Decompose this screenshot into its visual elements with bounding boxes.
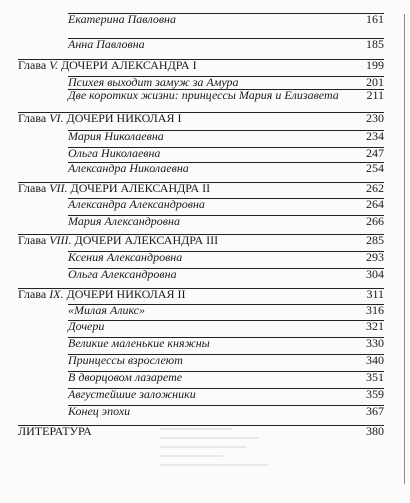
- toc-page-number: 304: [366, 267, 384, 281]
- toc-title-text: Великие маленькие княжны: [68, 336, 210, 350]
- toc-underline: [18, 112, 384, 113]
- toc-underline: [68, 405, 384, 406]
- toc-title-text: Ольга Николаевна: [68, 146, 161, 160]
- toc-page-number: 330: [366, 336, 384, 350]
- toc-page-number: 199: [366, 58, 384, 72]
- toc-page-number: 293: [366, 250, 384, 264]
- toc-entry-title: [68, 88, 339, 103]
- toc-page-number: 264: [366, 197, 384, 211]
- toc-title-text: ЛИТЕРАТУРА: [18, 424, 92, 438]
- toc-page-number: 262: [366, 181, 384, 195]
- toc-page-number: 185: [366, 37, 384, 51]
- chapter-label: Глава: [18, 181, 50, 195]
- toc-entry-title: [18, 233, 218, 248]
- toc-underline: [18, 234, 384, 235]
- toc-title-text: Екатерина Павловна: [68, 12, 177, 26]
- toc-underline: [18, 288, 384, 289]
- toc-title-text: ДОЧЕРИ НИКОЛАЯ II: [66, 287, 186, 301]
- toc-page-number: 254: [366, 161, 384, 175]
- toc-underline: [18, 182, 384, 183]
- chapter-label: Глава: [18, 287, 50, 301]
- toc-entry-title: [18, 181, 210, 196]
- toc-title-text: Ксения Александровна: [68, 250, 183, 264]
- toc-underline: [68, 13, 384, 14]
- toc-page-number: 161: [366, 12, 384, 26]
- toc-title-text: Анна Павловна: [68, 37, 145, 51]
- toc-entry-title: [18, 424, 92, 439]
- toc-title-text: ДОЧЕРИ АЛЕКСАНДРА I: [60, 58, 197, 72]
- chapter-label: Глава: [18, 111, 50, 125]
- bleed-through-text: [160, 428, 340, 498]
- toc-underline: [68, 147, 384, 148]
- chapter-number: IX.: [49, 287, 67, 301]
- toc-page-number: 285: [366, 233, 384, 247]
- toc-underline: [68, 268, 384, 269]
- toc-entry-title: [18, 287, 185, 302]
- toc-entry-title: [68, 303, 145, 318]
- toc-page-number: 266: [366, 214, 384, 228]
- toc-underline: [68, 215, 384, 216]
- toc-entry-title: [68, 404, 130, 419]
- toc-underline: [68, 89, 384, 90]
- toc-underline: [18, 59, 384, 60]
- toc-title-text: ДОЧЕРИ АЛЕКСАНДРА III: [74, 233, 219, 247]
- toc-title-text: Психея выходит замуж за Амура: [68, 75, 239, 89]
- toc-title-text: Дочери: [68, 319, 105, 333]
- toc-entry-title: [68, 214, 180, 229]
- toc-entry-title: [68, 161, 189, 176]
- toc-title-text: Александра Николаевна: [68, 161, 189, 175]
- toc-entry-title: [18, 58, 197, 73]
- toc-page-number: 316: [366, 303, 384, 317]
- toc-page-number: 351: [366, 370, 384, 384]
- toc-entry-title: [68, 319, 104, 334]
- toc-title-text: «Милая Аликс»: [68, 303, 145, 317]
- toc-entry-title: [18, 111, 181, 126]
- toc-entry-title: [68, 387, 196, 402]
- chapter-number: V.: [49, 58, 61, 72]
- toc-entry-title: [68, 370, 182, 385]
- toc-title-text: Две коротких жизни: принцессы Мария и Елизавета: [68, 88, 339, 102]
- toc-page-number: 321: [366, 319, 384, 333]
- toc-underline: [68, 162, 384, 163]
- toc-entry-title: [68, 336, 210, 351]
- toc-underline: [18, 425, 384, 426]
- chapter-label: Глава: [18, 58, 50, 72]
- toc-entry-title: [68, 197, 205, 212]
- toc-entry-title: [68, 146, 160, 161]
- toc-title-text: ДОЧЕРИ НИКОЛАЯ I: [66, 111, 182, 125]
- toc-page-number: 340: [366, 353, 384, 367]
- toc-page-number: 367: [366, 404, 384, 418]
- toc-title-text: Александра Александровна: [68, 197, 205, 211]
- toc-page-number: 359: [366, 387, 384, 401]
- toc-page-number: 230: [366, 111, 384, 125]
- chapter-number: VII.: [49, 181, 71, 195]
- toc-page-number: 380: [366, 424, 384, 438]
- toc-entry-title: [68, 267, 177, 282]
- chapter-number: VI.: [49, 111, 67, 125]
- toc-page-number: 211: [366, 88, 384, 102]
- toc-underline: [68, 304, 384, 305]
- toc-entry-title: [68, 353, 183, 368]
- page-edge-divider: [404, 14, 405, 484]
- toc-page-number: 201: [366, 75, 384, 89]
- toc-entry-title: [68, 12, 176, 27]
- toc-page-number: 247: [366, 146, 384, 160]
- toc-underline: [68, 38, 384, 39]
- toc-underline: [68, 251, 384, 252]
- toc-title-text: Мария Николаевна: [68, 129, 164, 143]
- toc-page-number: 234: [366, 129, 384, 143]
- toc-entry-title: [68, 129, 164, 144]
- toc-underline: [68, 130, 384, 131]
- toc-title-text: Августейшие заложники: [68, 387, 196, 401]
- toc-underline: [68, 76, 384, 77]
- toc-page-number: 311: [366, 287, 384, 301]
- toc-underline: [68, 337, 384, 338]
- toc-entry-title: [68, 37, 145, 52]
- toc-underline: [68, 388, 384, 389]
- chapter-number: VIII.: [49, 233, 75, 247]
- toc-underline: [68, 198, 384, 199]
- toc-title-text: ДОЧЕРИ АЛЕКСАНДРА II: [70, 181, 211, 195]
- toc-underline: [68, 371, 384, 372]
- toc-entry-title: [68, 250, 182, 265]
- toc-underline: [68, 320, 384, 321]
- toc-title-text: Принцессы взрослеют: [68, 353, 183, 367]
- chapter-label: Глава: [18, 233, 50, 247]
- toc-underline: [68, 354, 384, 355]
- toc-title-text: Ольга Александровна: [68, 267, 177, 281]
- toc-title-text: Конец эпохи: [68, 404, 131, 418]
- toc-title-text: В дворцовом лазарете: [68, 370, 183, 384]
- toc-title-text: Мария Александровна: [68, 214, 180, 228]
